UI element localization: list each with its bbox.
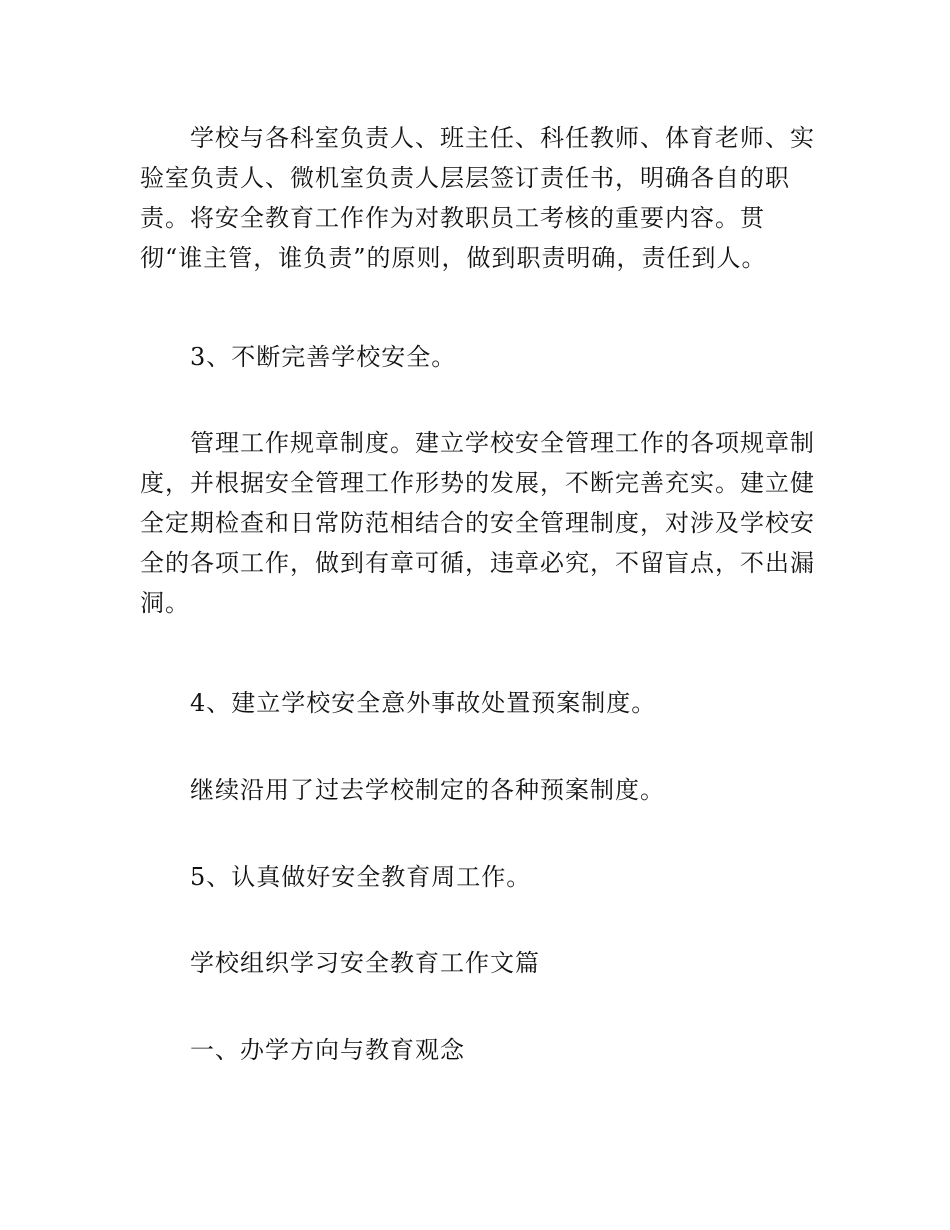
text-line: 度，并根据安全管理工作形势的发展，不断完善充实。建立健 — [140, 469, 815, 497]
text-line: 管理工作规章制度。建立学校安全管理工作的各项规章制 — [190, 429, 815, 457]
text-line: 学校与各科室负责人、班主任、科任教师、体育老师、实 — [190, 124, 815, 152]
text-line: 全定期检查和日常防范相结合的安全管理制度，对涉及学校安 — [140, 509, 815, 537]
text-line: 全的各项工作，做到有章可循，违章必究，不留盲点，不出漏 — [140, 549, 815, 577]
heading-text: 3、不断完善学校安全。 — [190, 343, 457, 371]
paragraph-regulations — [140, 423, 815, 623]
text-line: 继续沿用了过去学校制定的各种预案制度。 — [190, 776, 665, 804]
paragraph-responsibility — [140, 118, 815, 278]
heading-text: 一、办学方向与教育观念 — [190, 1036, 465, 1064]
paragraph-study — [140, 943, 812, 983]
heading-4 — [140, 683, 812, 723]
heading-text: 5、认真做好安全教育周工作。 — [190, 863, 532, 891]
text-line: 验室负责人、微机室负责人层层签订责任书，明确各自的职 — [140, 164, 790, 192]
heading-5 — [140, 857, 812, 897]
heading-3 — [140, 337, 812, 377]
paragraph-plans — [140, 770, 812, 810]
text-line: 学校组织学习安全教育工作文篇 — [190, 949, 540, 977]
heading-6 — [140, 1030, 812, 1070]
heading-text: 4、建立学校安全意外事故处置预案制度。 — [190, 689, 657, 717]
text-line: 洞。 — [140, 589, 190, 617]
text-line: 彻“谁主管，谁负责”的原则，做到职责明确，责任到人。 — [140, 244, 767, 272]
text-line: 责。将安全教育工作作为对教职员工考核的重要内容。贯 — [140, 204, 765, 232]
